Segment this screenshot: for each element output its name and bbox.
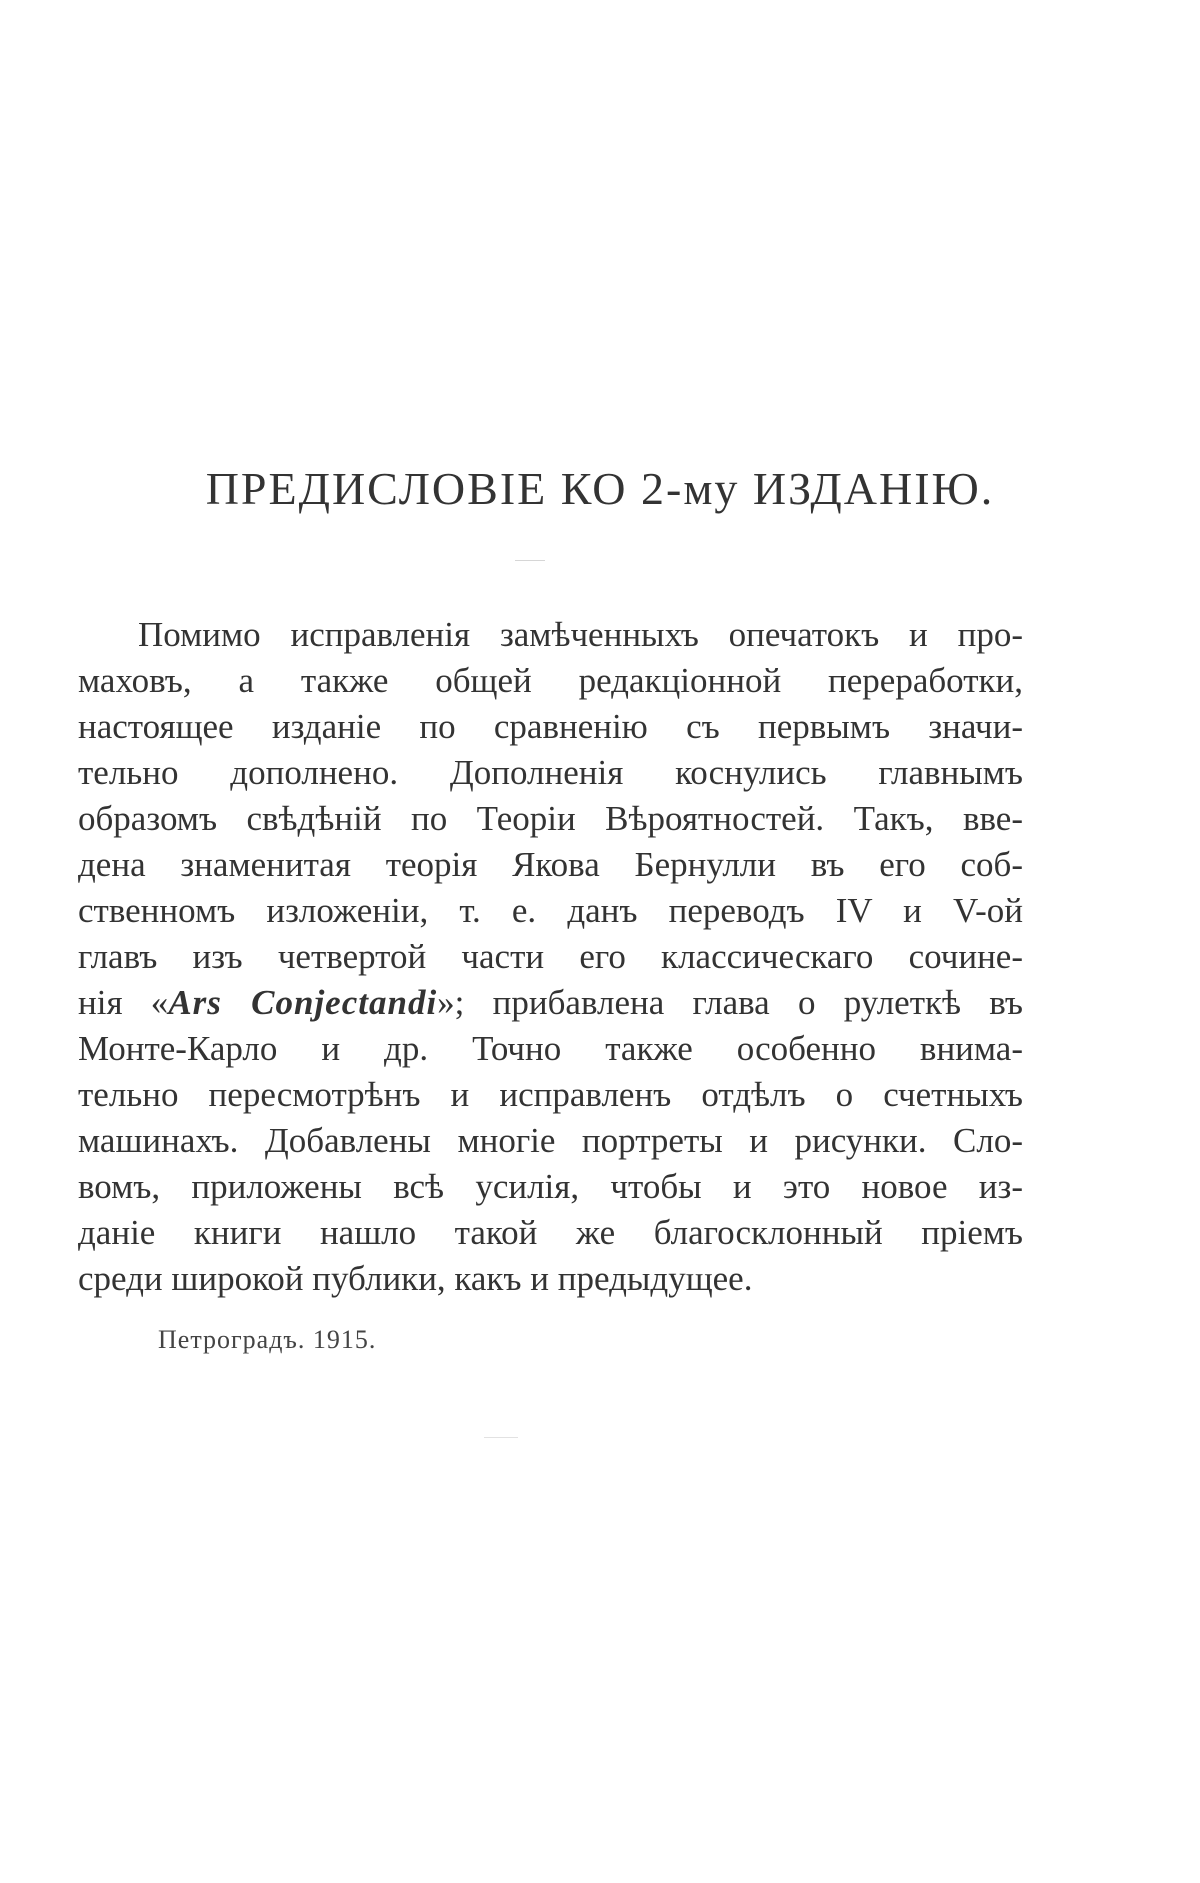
paragraph-line: Монте-Карло и др. Точно также особенно внима- [78,1029,1023,1068]
book-title-italic: Ars Conjectandi [168,983,438,1022]
paragraph-line: тельно пересмотрѣнъ и исправленъ отдѣлъ о счетныхъ [78,1075,1023,1114]
paragraph-line: образомъ свѣдѣній по Теоріи Вѣроятностей. Такъ, вве- [78,799,1023,838]
paragraph-line: даніе книги нашло такой же благосклонный пріемъ [78,1213,1023,1252]
line-segment: нія « [78,983,169,1022]
preface-heading: ПРЕДИСЛОВІЕ КО 2-му ИЗДАНІЮ. [205,463,995,514]
paragraph-line: маховъ, а также общей редакціонной переработки, [78,661,1023,700]
paragraph-line: вомъ, приложены всѣ усилія, чтобы и это новое из- [78,1167,1023,1206]
line-segment: »; прибавлена глава о рулеткѣ въ [437,983,1024,1022]
paragraph-line: тельно дополнено. Дополненія коснулись главнымъ [78,753,1023,792]
paragraph-line: среди широкой публики, какъ и предыдущее. [78,1259,753,1298]
heading-divider [515,560,545,561]
end-divider [484,1437,518,1438]
paragraph-line-with-title [78,980,1023,1026]
paragraph-line: Помимо исправленія замѣченныхъ опечатокъ и про- [138,615,1023,654]
paragraph-line: дена знаменитая теорія Якова Бернулли въ его соб- [78,845,1023,884]
paragraph-line: машинахъ. Добавлены многіе портреты и рисунки. Сло- [78,1121,1023,1160]
place-and-date: Петроградъ. 1915. [158,1325,377,1354]
paragraph-line: настоящее изданіе по сравненію съ первымъ значи- [78,707,1023,746]
preface-paragraph [78,612,1023,1302]
paragraph-line: главъ изъ четвертой части его классическаго сочине- [78,937,1023,976]
paragraph-line: ственномъ изложеніи, т. е. данъ переводъ IV и V-ой [78,891,1023,930]
